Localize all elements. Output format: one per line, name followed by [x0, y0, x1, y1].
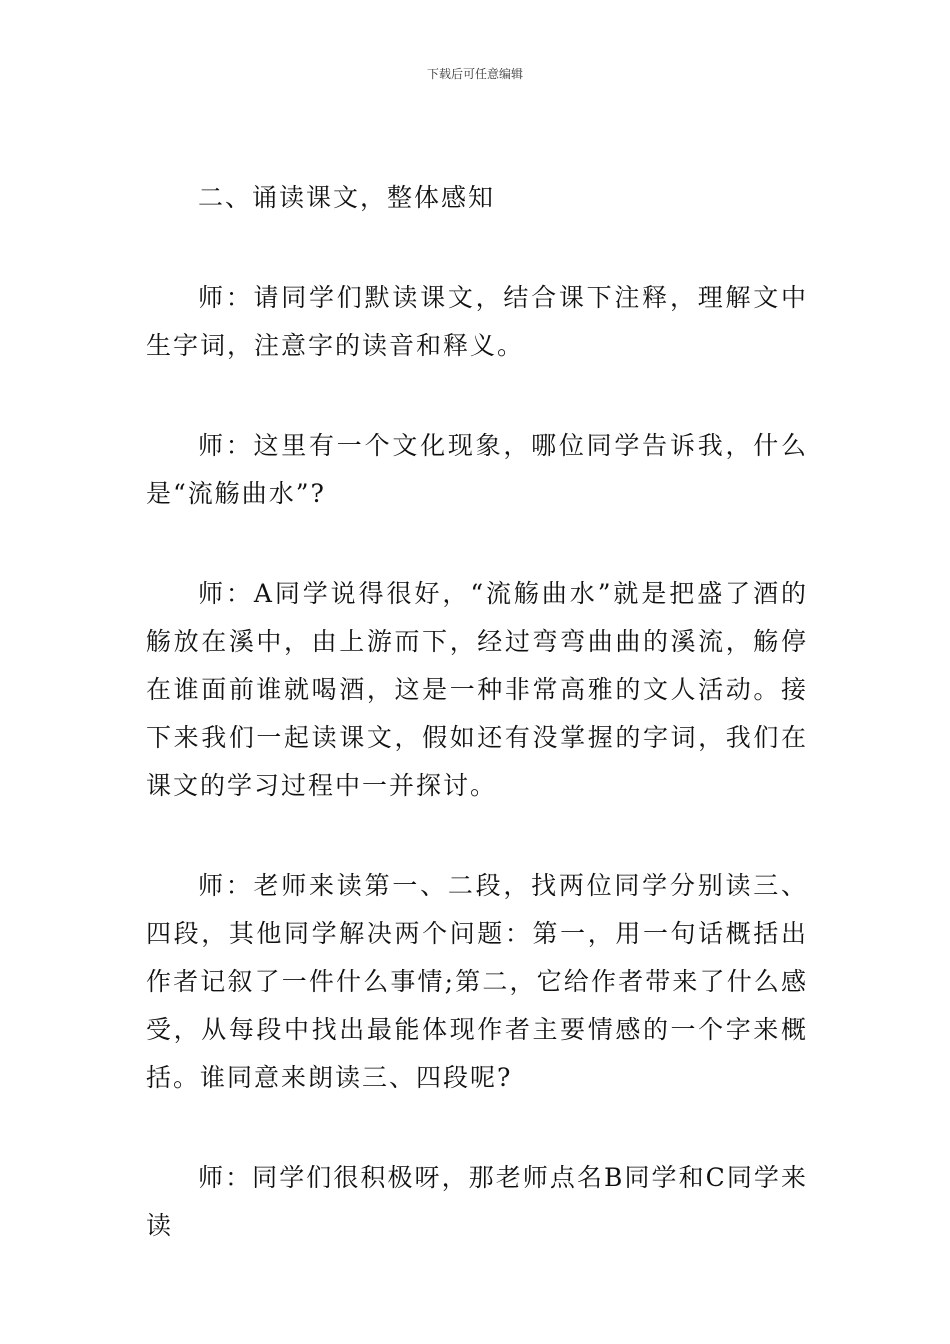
- paragraph: 师：A同学说得很好，“流觞曲水”就是把盛了酒的觞放在溪中，由上游而下，经过弯弯曲曲的溪流，觞停在谁面前谁就喝酒，这是一种非常高雅的文人活动。接下来我们一起读课文，假如还有没掌握的字词，我们在课文的学习过程中一并探讨。: [146, 579, 808, 800]
- paragraph: 师：这里有一个文化现象，哪位同学告诉我，什么是“流觞曲水”?: [146, 431, 808, 508]
- paragraph: 师：老师来读第一、二段，找两位同学分别读三、四段，其他同学解决两个问题：第一，用一句话概括出作者记叙了一件什么事情;第二，它给作者带来了什么感受，从每段中找出最能体现作者主要情感的一个字来概括。谁同意来朗读三、四段呢?: [146, 871, 808, 1092]
- page-header: 下载后可任意编辑: [426, 67, 523, 81]
- paragraph: 师：请同学们默读课文，结合课下注释，理解文中生字词，注意字的读音和释义。: [146, 283, 808, 360]
- paragraph: 师：同学们很积极呀，那老师点名B同学和C同学来读: [146, 1163, 808, 1240]
- section-heading: 二、诵读课文，整体感知: [198, 183, 496, 212]
- document-body: [146, 174, 808, 1302]
